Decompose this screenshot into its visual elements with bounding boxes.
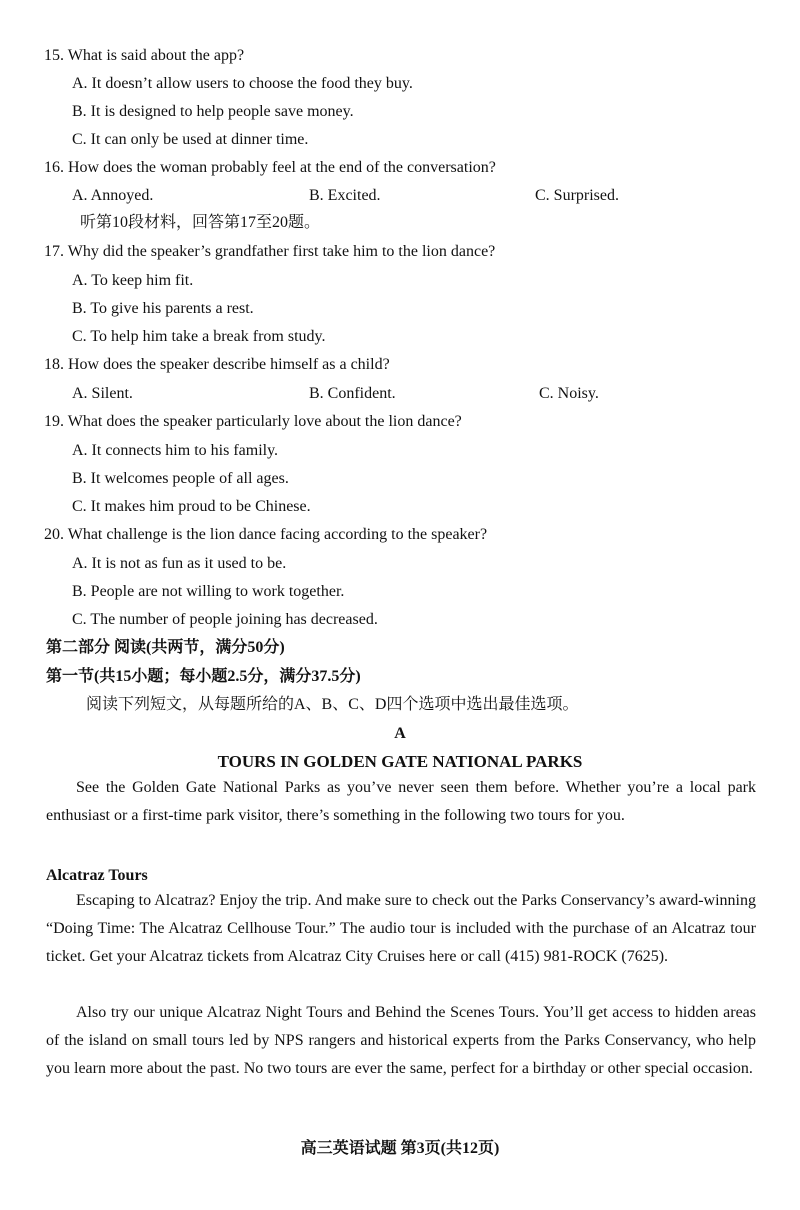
q17-option-a: A. To keep him fit. [72, 272, 194, 289]
passage-title: TOURS IN GOLDEN GATE NATIONAL PARKS [217, 752, 583, 771]
q18-option-c: C. Noisy. [539, 385, 599, 402]
question-18: 18. How does the speaker describe himself as a child? [44, 356, 390, 373]
q16-option-a: A. Annoyed. [72, 187, 154, 204]
q16-options [72, 186, 772, 206]
q17-option-c: C. To help him take a break from study. [72, 328, 326, 345]
instruction-section-10: 听第10段材料，回答第17至20题。 [80, 214, 321, 231]
alcatraz-tours-heading: Alcatraz Tours [46, 867, 148, 884]
q18-option-b: B. Confident. [309, 385, 396, 402]
question-15: 15. What is said about the app? [44, 47, 245, 64]
page-footer: 高三英语试题 第3页(共12页) [300, 1140, 500, 1157]
section-one-title: 第一节(共15小题；每小题2.5分，满分37.5分) [46, 668, 361, 685]
question-20: 20. What challenge is the lion dance facing according to the speaker? [44, 526, 488, 543]
part-two-title: 第二部分 阅读(共两节，满分50分) [46, 639, 285, 656]
q15-option-c: C. It can only be used at dinner time. [72, 131, 309, 148]
question-19: 19. What does the speaker particularly love about the lion dance? [44, 413, 462, 430]
q18-options [72, 384, 772, 404]
reading-instruction: 阅读下列短文，从每题所给的A、B、C、D四个选项中选出最佳选项。 [86, 696, 579, 713]
q19-option-b: B. It welcomes people of all ages. [72, 470, 289, 487]
q15-option-a: A. It doesn’t allow users to choose the food they buy. [72, 75, 413, 92]
passage-paragraph-2: Also try our unique Alcatraz Night Tours and Behind the Scenes Tours. You’ll get access to hidden areas of the island on small tours led by NPS rangers and historical experts from the Parks Conservancy, who help you learn more about the past. No two tours are ever the same, perfect for a birthday or other special occasion. [46, 1004, 756, 1077]
q18-option-a: A. Silent. [72, 385, 133, 402]
q16-option-c: C. Surprised. [535, 187, 619, 204]
question-17: 17. Why did the speaker’s grandfather first take him to the lion dance? [44, 243, 496, 260]
q20-option-a: A. It is not as fun as it used to be. [72, 555, 287, 572]
question-16: 16. How does the woman probably feel at the end of the conversation? [44, 159, 496, 176]
passage-paragraph-1: Escaping to Alcatraz? Enjoy the trip. And make sure to check out the Parks Conservancy’s award-winning “Doing Time: The Alcatraz Cellhouse Tour.” The audio tour is included with the purchase of an Alcatraz tour ticket. Get your Alcatraz tickets from Alcatraz City Cruises here or call (415) 981-ROCK (7625). [46, 892, 756, 965]
q15-option-b: B. It is designed to help people save money. [72, 103, 354, 120]
q19-option-a: A. It connects him to his family. [72, 442, 279, 459]
passage-intro: See the Golden Gate National Parks as you’ve never seen them before. Whether you’re a local park enthusiast or a first-time park visitor, there’s something in the following two tours for you. [46, 779, 756, 824]
q20-option-b: B. People are not willing to work together. [72, 583, 345, 600]
passage-letter: A [394, 725, 406, 742]
q17-option-b: B. To give his parents a rest. [72, 300, 254, 317]
q20-option-c: C. The number of people joining has decreased. [72, 611, 378, 628]
q16-option-b: B. Excited. [309, 187, 381, 204]
q19-option-c: C. It makes him proud to be Chinese. [72, 498, 311, 515]
